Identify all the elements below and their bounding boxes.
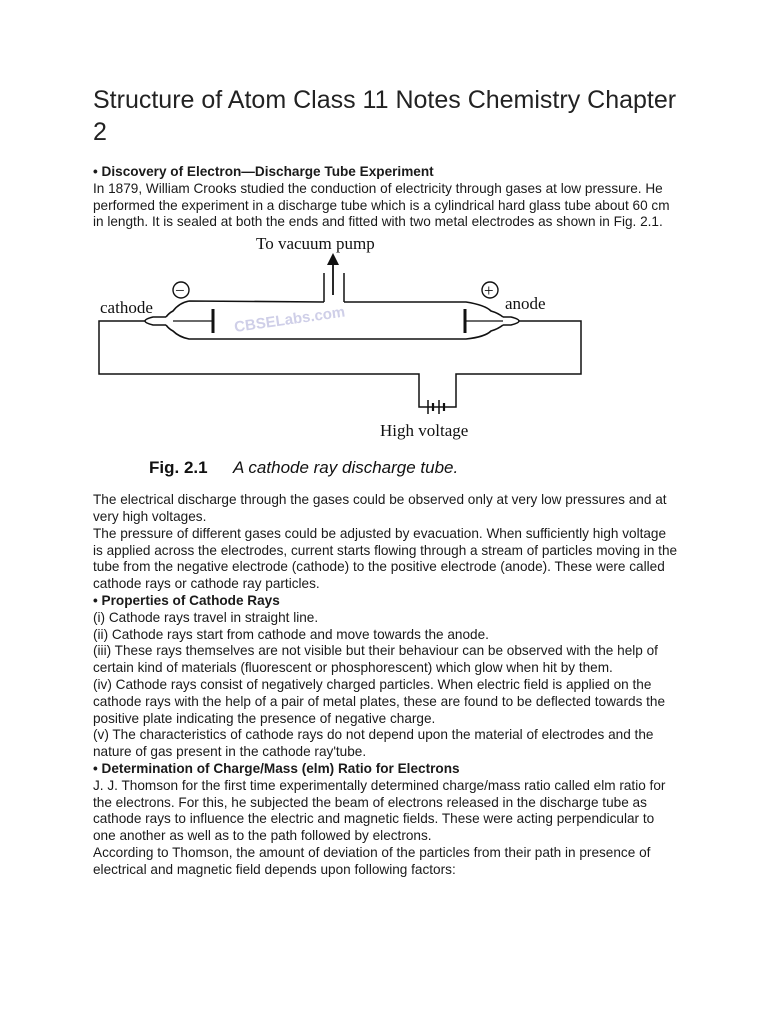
pump-arrow-head xyxy=(327,253,339,265)
paragraph-thomson: J. J. Thomson for the first time experimentally determined charge/mass ratio called elm ratio for the electrons. For this, he subjected the beam of electrons released in the discharge tube as cathode rays to influence the electric and magnetic fields. These were acting perpendicular to one another as well as to the path followed by electrons. xyxy=(93,777,666,844)
watermark-text: CBSELabs.com xyxy=(233,303,347,337)
list-item: (v) The characteristics of cathode rays do not depend upon the material of electrodes and the nature of gas present in the cathode ray'tube. xyxy=(93,727,654,760)
anode-end-cap xyxy=(503,317,519,325)
circuit-wire-right xyxy=(442,321,581,407)
paragraph-discovery: In 1879, William Crooks studied the conduction of electricity through gases at low pressure. He performed the experiment in a discharge tube which is a cylindrical hard glass tube about 60 cm in length. It is sealed at both the ends and fitted with two metal electrodes as shown in Fig. 2.1. xyxy=(93,180,670,230)
page-title: Structure of Atom Class 11 Notes Chemistry Chapter 2 xyxy=(93,86,677,146)
list-item: (ii) Cathode rays start from cathode and move towards the anode. xyxy=(93,626,489,642)
label-cathode: cathode xyxy=(100,298,153,318)
cathode-end-cap xyxy=(145,317,166,325)
discharge-tube-diagram xyxy=(93,233,678,489)
label-anode: anode xyxy=(505,294,546,314)
minus-sign: − xyxy=(175,281,185,301)
section-heading-discovery: • Discovery of Electron—Discharge Tube Experiment xyxy=(93,164,434,179)
paragraph-discharge-conditions: The electrical discharge through the gases could be observed only at very low pressures and at very high voltages. xyxy=(93,492,667,524)
label-vacuum-pump: To vacuum pump xyxy=(256,234,375,254)
list-item: (iv) Cathode rays consist of negatively charged particles. When electric field is applied on the cathode rays with the help of a pair of metal plates, these are found to be deflected towards the positive plate indicating the presence of negative charge. xyxy=(93,676,666,726)
list-item: (i) Cathode rays travel in straight line. xyxy=(93,609,319,625)
section-heading-properties: • Properties of Cathode Rays xyxy=(93,592,280,608)
plus-sign: + xyxy=(484,281,494,301)
figure-caption-text: A cathode ray discharge tube. xyxy=(233,458,459,478)
label-high-voltage: High voltage xyxy=(380,421,469,441)
document-body xyxy=(93,164,678,879)
figure-caption-number: Fig. 2.1 xyxy=(149,458,208,478)
section-heading-charge-mass: • Determination of Charge/Mass (elm) Ratio for Electrons xyxy=(93,760,460,776)
figure-discharge-tube xyxy=(93,233,678,489)
paragraph-deviation-factors: According to Thomson, the amount of deviation of the particles from their path in presence of electrical and magnetic field depends upon following factors: xyxy=(93,844,651,877)
paragraph-cathode-rays: The pressure of different gases could be adjusted by evacuation. When sufficiently high voltage is applied across the electrodes, current starts flowing through a stream of particles moving in the tube from the negative electrode (cathode) to the positive electrode (anode). These were called cathode rays or cathode ray particles. xyxy=(93,525,678,592)
circuit-wire-left xyxy=(99,321,442,407)
list-item: (iii) These rays themselves are not visible but their behaviour can be observed with the help of certain kind of materials (fluorescent or phosphorescent) which glow when hit by them. xyxy=(93,643,658,676)
